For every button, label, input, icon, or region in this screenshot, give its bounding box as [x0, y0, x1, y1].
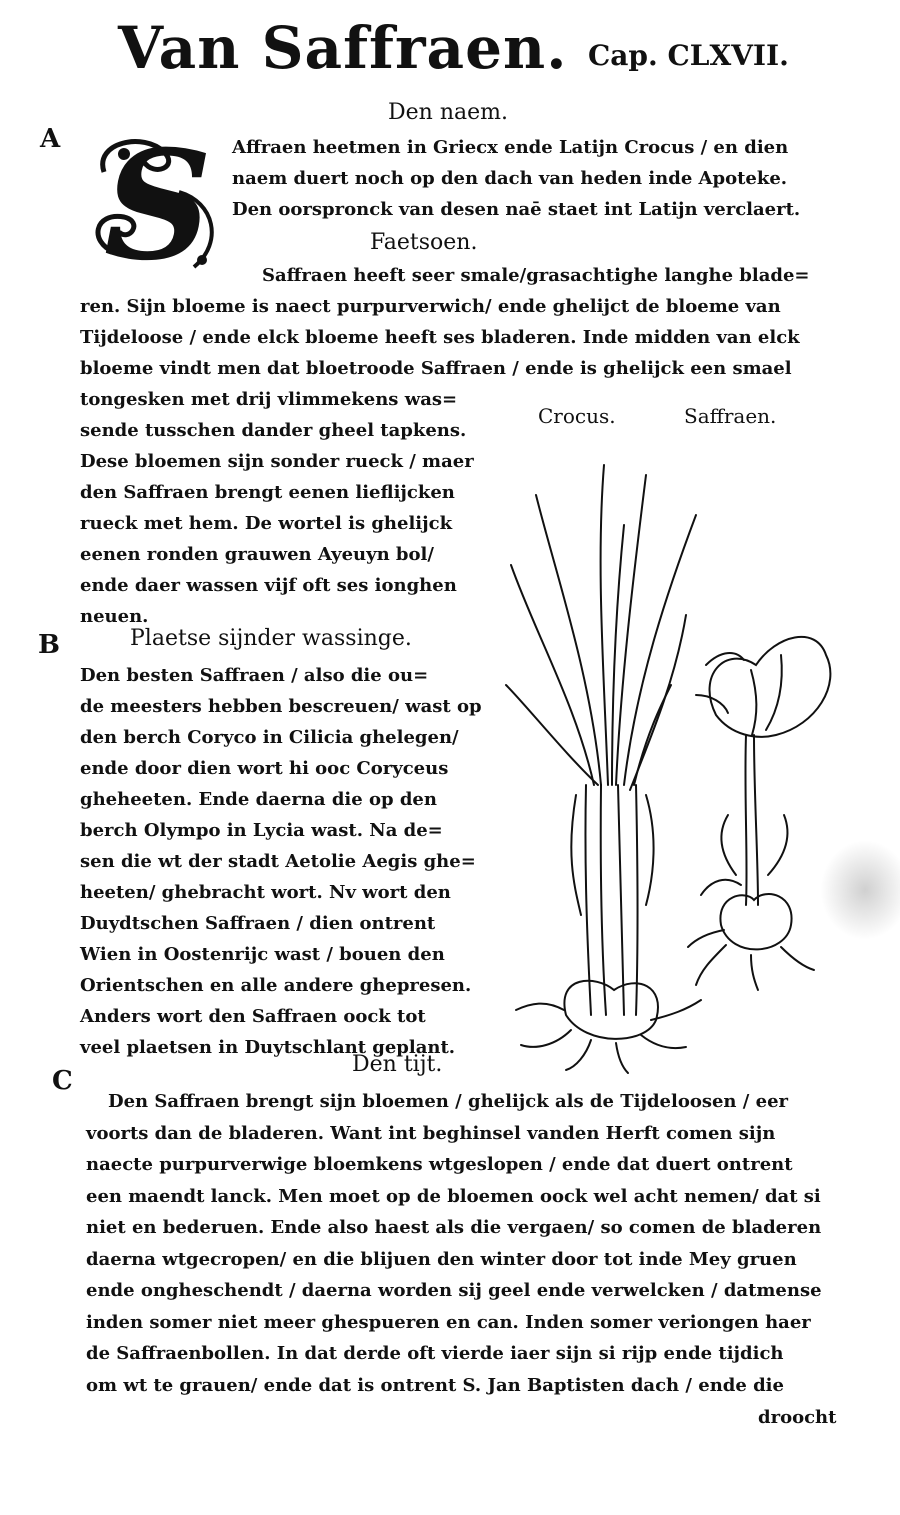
text-line: Den oorspronck van desen naē staet int Latijn verclaert. [232, 199, 801, 220]
text-line: inden somer niet meer ghespueren en can. Inden somer veriongen haer [86, 1311, 811, 1333]
paragraph-faetsoen-narrow [80, 384, 474, 632]
heading-plaetse: Plaetse sijnder wassinge. [130, 626, 412, 651]
heading-tijt: Den tijt. [352, 1052, 443, 1077]
catchword: droocht [758, 1407, 837, 1428]
text-line: naem duert noch op den dach van heden inde Apoteke. [232, 168, 788, 189]
text-line: voorts dan de bladeren. Want int beghinsel vanden Herft comen sijn [86, 1122, 776, 1144]
section-marker-c: C [52, 1066, 73, 1096]
page-title: Van Saffraen. [118, 14, 568, 82]
text-line: neuen. [80, 606, 149, 627]
text-line: berch Olympo in Lycia wast. Na de= [80, 820, 443, 841]
text-line: ende ongheschendt / daerna worden sij geel ende verwelcken / datmense [86, 1280, 822, 1301]
paper-stain [820, 840, 900, 940]
text-line: Duydtschen Saffraen / dien ontrent [80, 913, 436, 934]
figure-label-dutch: Saffraen. [684, 404, 777, 428]
text-line: Den besten Saffraen / also die ou= [80, 665, 429, 686]
text-line: Affraen heetmen in Griecx ende Latijn Crocus / en dien [232, 137, 789, 158]
text-line: gheheeten. Ende daerna die op den [80, 789, 437, 810]
text-line: tongesken met drij vlimmekens was= [80, 389, 458, 410]
section-marker-a: A [40, 124, 61, 154]
text-line: om wt te grauen/ ende dat is ontrent S. Jan Baptisten dach / ende die [86, 1374, 784, 1396]
text-line: Tijdeloose / ende elck bloeme heeft ses bladeren. Inde midden van elck [80, 327, 800, 348]
drop-cap [84, 118, 232, 294]
text-line: ende daer wassen vijf oft ses ionghen [80, 575, 457, 596]
text-line: ende door dien wort hi ooc Coryceus [80, 758, 449, 779]
text-line: Saffraen heeft seer smale/grasachtighe langhe blade= [262, 265, 810, 286]
text-line: bloeme vindt men dat bloetroode Saffraen / ende is ghelijck een smael [80, 358, 792, 379]
text-line: de meesters hebben bescreuen/ wast op [80, 696, 482, 717]
chapter-number: Cap. CLXVII. [588, 39, 789, 72]
drop-cap-letter: S [103, 118, 213, 294]
text-line: Orientschen en alle andere ghepresen. [80, 975, 472, 996]
text-line: naecte purpurverwige bloemkens wtgeslopen / ende dat duert ontrent [86, 1154, 793, 1175]
text-line: eenen ronden grauwen Ayeuyn bol/ [80, 544, 434, 565]
text-line: ren. Sijn bloeme is naect purpurverwich/ ende ghelijct de bloeme van [80, 296, 781, 317]
text-line: Wien in Oostenrijc wast / bouen den [80, 944, 445, 965]
saffron-plant-illustration [496, 455, 856, 1075]
text-line: veel plaetsen in Duytschlant geplant. [80, 1037, 456, 1058]
text-line: Den Saffraen brengt sijn bloemen / ghelijck als de Tijdeloosen / eer [108, 1091, 789, 1112]
paragraph-faetsoen-first-line [262, 260, 810, 291]
paragraph-tijt [86, 1086, 822, 1401]
figure-label-latin: Crocus. [538, 404, 616, 428]
text-line: een maendt lanck. Men moet op de bloemen oock wel acht nemen/ dat si [86, 1185, 821, 1207]
section-marker-b: B [38, 630, 60, 660]
paragraph-faetsoen-full [80, 291, 800, 384]
heading-faetsoen: Faetsoen. [370, 230, 478, 255]
text-line: niet en bederuen. Ende also haest als die vergaen/ so comen de bladeren [86, 1217, 822, 1238]
paragraph-plaetse [80, 660, 482, 1063]
text-line: den berch Coryco in Cilicia ghelegen/ [80, 727, 459, 748]
text-line: Dese bloemen sijn sonder rueck / maer [80, 451, 474, 472]
text-line: heeten/ ghebracht wort. Nv wort den [80, 882, 451, 903]
text-line: den Saffraen brengt eenen lieflijcken [80, 482, 455, 503]
paragraph-naem [232, 132, 800, 225]
text-line: daerna wtgecropen/ en die blijuen den winter door tot inde Mey gruen [86, 1248, 797, 1270]
text-line: Anders wort den Saffraen oock tot [80, 1006, 426, 1027]
text-line: sende tusschen dander gheel tapkens. [80, 420, 467, 441]
text-line: sen die wt der stadt Aetolie Aegis ghe= [80, 851, 476, 872]
text-line: de Saffraenbollen. In dat derde oft vierde iaer sijn si rijp ende tijdich [86, 1343, 784, 1364]
heading-naem: Den naem. [388, 100, 508, 125]
text-line: rueck met hem. De wortel is ghelijck [80, 513, 453, 534]
